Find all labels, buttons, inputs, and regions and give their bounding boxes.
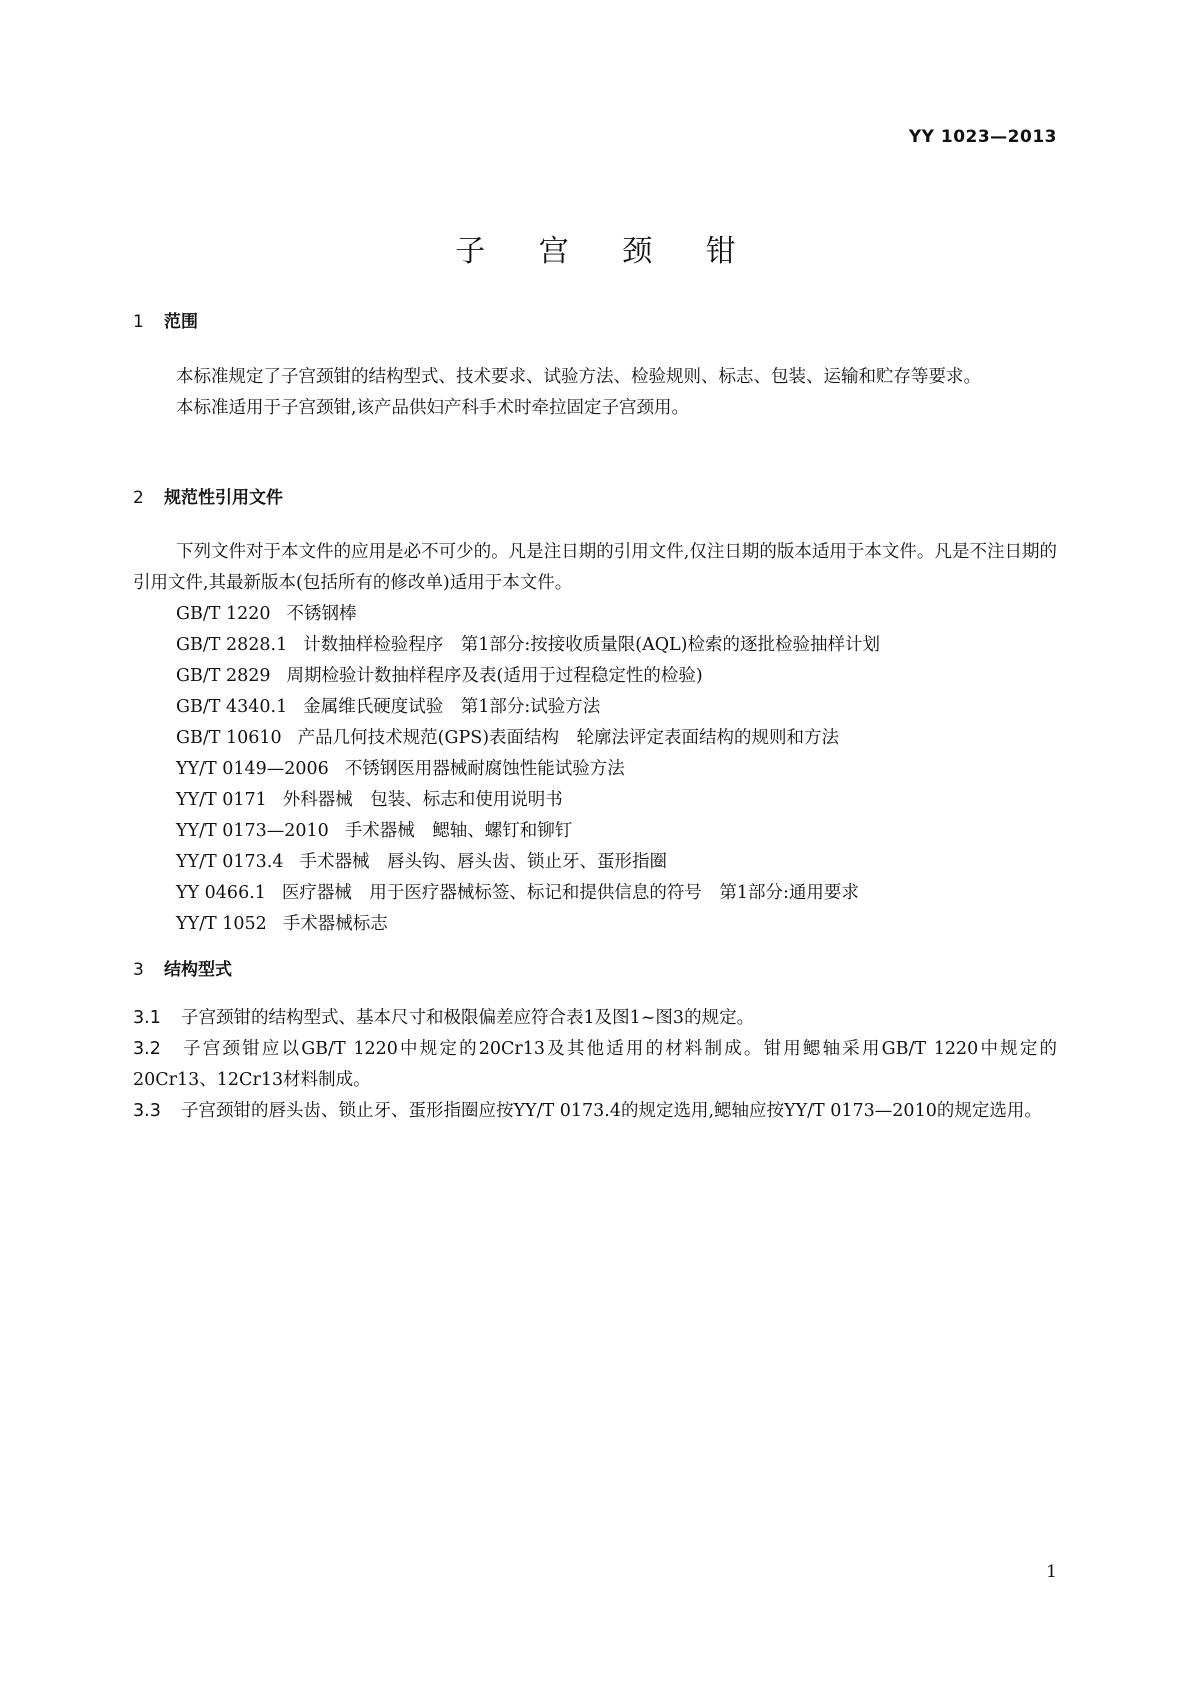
section-1-heading [133,307,198,332]
clause-number: 3.2 [133,1039,161,1059]
reference-title: 手术器械标志 [282,914,388,934]
reference-item [133,847,1057,878]
reference-code: GB/T 10610 [176,728,282,748]
reference-item [133,661,1057,692]
document-title: 子 宫 颈 钳 [455,234,758,269]
reference-code: YY/T 1052 [176,914,267,934]
section-number: 3 [133,960,144,980]
reference-item [133,878,1057,909]
reference-title: 产品几何技术规范(GPS)表面结构 轮廓法评定表面结构的规则和方法 [297,728,840,748]
reference-title: 周期检验计数抽样程序及表(适用于过程稳定性的检验) [286,666,703,686]
clause-number: 3.3 [133,1101,161,1121]
reference-code: YY 0466.1 [176,883,266,903]
standard-code: YY 1023—2013 [908,127,1057,147]
reference-code: GB/T 2828.1 [176,635,288,655]
paragraph: 本标准规定了子宫颈钳的结构型式、技术要求、试验方法、检验规则、标志、包装、运输和贮存等要求。 [176,367,981,387]
section-title: 范围 [164,312,198,332]
reference-code: GB/T 1220 [176,604,271,624]
reference-title: 不锈钢棒 [286,604,357,624]
clause [133,1034,1057,1096]
reference-code: GB/T 2829 [176,666,271,686]
section-2-body [133,537,1057,940]
section-title: 规范性引用文件 [164,488,283,508]
section-2-heading [133,483,283,508]
reference-item [133,785,1057,816]
reference-title: 外科器械 包装、标志和使用说明书 [282,790,563,810]
clause-number: 3.1 [133,1008,161,1028]
page-number: 1 [1046,1562,1057,1582]
reference-title: 医疗器械 用于医疗器械标签、标记和提供信息的符号 第1部分:通用要求 [281,883,859,903]
section-3-heading [133,955,232,980]
reference-title: 不锈钢医用器械耐腐蚀性能试验方法 [344,759,625,779]
section-3-body [133,1003,1057,1127]
section-number: 1 [133,312,144,332]
section-1-body [133,362,1057,424]
reference-code: YY/T 0173.4 [176,852,284,872]
reference-title: 计数抽样检验程序 第1部分:按接收质量限(AQL)检索的逐批检验抽样计划 [303,635,881,655]
reference-code: YY/T 0149—2006 [176,759,329,779]
reference-item [133,599,1057,630]
clause-text: 子宫颈钳应以GB/T 1220中规定的20Cr13及其他适用的材料制成。钳用鳃轴采用GB/T 1220中规定的20Cr13、12Cr13材料制成。 [133,1039,1057,1090]
section-number: 2 [133,488,144,508]
reference-title: 金属维氏硬度试验 第1部分:试验方法 [303,697,601,717]
section-title: 结构型式 [164,960,232,980]
reference-item [133,909,1057,940]
reference-code: YY/T 0171 [176,790,267,810]
paragraph: 下列文件对于本文件的应用是必不可少的。凡是注日期的引用文件,仅注日期的版本适用于本文件。凡是不注日期的引用文件,其最新版本(包括所有的修改单)适用于本文件。 [133,542,1057,593]
clause [133,1003,1057,1034]
clause-text: 子宫颈钳的唇头齿、锁止牙、蛋形指圈应按YY/T 0173.4的规定选用,鳃轴应按YY/T 0173—2010的规定选用。 [181,1101,1042,1121]
reference-item [133,630,1057,661]
reference-item [133,816,1057,847]
reference-title: 手术器械 鳃轴、螺钉和铆钉 [344,821,573,841]
clause-text: 子宫颈钳的结构型式、基本尺寸和极限偏差应符合表1及图1~图3的规定。 [181,1008,755,1028]
clause [133,1096,1057,1127]
reference-item [133,723,1057,754]
paragraph: 本标准适用于子宫颈钳,该产品供妇产科手术时牵拉固定子宫颈用。 [176,398,690,418]
reference-item [133,692,1057,723]
reference-item [133,754,1057,785]
reference-title: 手术器械 唇头钩、唇头齿、锁止牙、蛋形指圈 [299,852,667,872]
reference-code: YY/T 0173—2010 [176,821,329,841]
reference-code: GB/T 4340.1 [176,697,288,717]
